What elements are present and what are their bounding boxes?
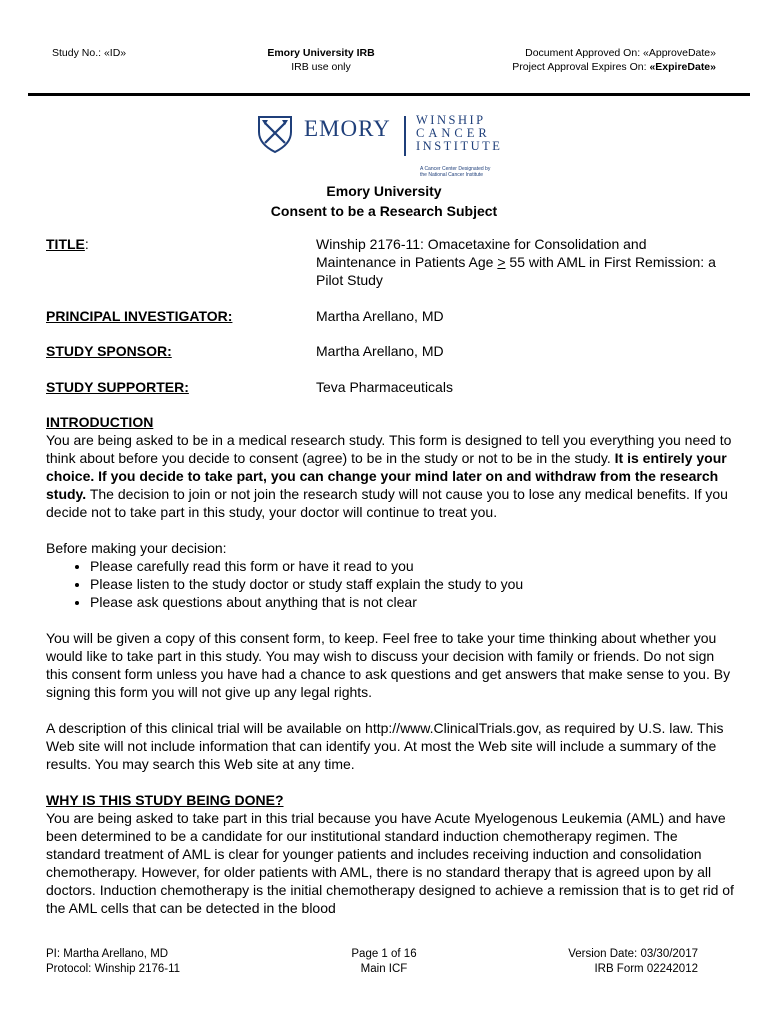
nci-designation: A Cancer Center Designated by the National Cancer Institute [420,166,491,178]
list-item: • Please carefully read this form or have it read to you [90,557,736,575]
footer-icf: Main ICF [360,963,408,975]
header-irb [220,46,422,74]
meta-sponsor-value: Martha Arellano, MD [316,343,444,359]
footer-center [284,947,484,977]
list-item: • Please listen to the study doctor or study staff explain the study to you [90,575,736,593]
why-study-paragraph: You are being asked to take part in this trial because you have Acute Myelogenous Leukemia (AML) and have been determined to be a candidate for our institutional standard induction chemotherapy regimen. The standard treatment of AML is clear for younger patients and includes receiving induction and consolidation chemotherapy. However, for older patients with AML, there is no standard therapy that is agreed upon by all doctors. Induction chemotherapy is the initial chemotherapy designed to achieve a remission that is to get rid of the AML cells that can be detected in the blood [46,810,734,916]
meta-pi-label: PRINCIPAL INVESTIGATOR: [46,308,233,324]
header-study-no: Study No.: «ID» [52,47,127,59]
footer-pi: PI: Martha Arellano, MD [46,948,169,960]
meta-title-label: TITLE: [46,236,89,252]
footer-right [568,947,698,977]
consent-copy-paragraph: You will be given a copy of this consent form, to keep. Feel free to take your time thinking about whether you would like to take part in this study. You may wish to discuss your decision with family or friends. Do not sign this consent form unless you have had a chance to ask questions and get answers that make sense to you. By signing this form you will not give up any legal rights. [46,630,731,700]
introduction-heading: INTRODUCTION [46,414,154,430]
meta-pi-value: Martha Arellano, MD [316,308,444,324]
header-irb-use: IRB use only [291,61,351,73]
meta-title-value: Winship 2176-11: Omacetaxine for Consolidation and Maintenance in Patients Age > 55 with AML in First Remission: a Pilot Study [316,236,716,288]
document-title-line1: Emory University [326,183,442,199]
emory-winship-logo [252,112,522,178]
meta-supporter-label: STUDY SUPPORTER: [46,379,189,395]
footer-version-date: Version Date: 03/30/2017 [568,948,698,960]
meta-supporter-value: Teva Pharmaceuticals [316,379,453,395]
meta-sponsor-label: STUDY SPONSOR: [46,343,172,359]
footer-page-number: Page 1 of 16 [351,948,417,960]
logo-divider [404,116,406,156]
clinicaltrials-paragraph: A description of this clinical trial will be available on http://www.ClinicalTrials.gov, as required by U.S. law. This Web site will not include information that can identify you. At most the Web site will include a summary of the results. You may search this Web site at any time. [46,720,724,772]
before-decision-text: Before making your decision: [46,540,227,556]
introduction-paragraph: You are being asked to be in a medical research study. This form is designed to tell you everything you need to think about before you decide to consent (agree) to be in the study or not to be in the study. It is entirely your choice. If you decide to take part, you can change your mind later on and withdraw from the research study. The decision to join or not join the research study will not cause you to lose any medical benefits. If you decide not to take part in this study, your doctor will continue to treat you. [46,432,732,520]
emory-wordmark: EMORY [304,116,391,141]
header-approved-on: Document Approved On: «ApproveDate» [525,47,716,59]
footer-left [46,947,180,977]
footer-irb-form: IRB Form 02242012 [594,963,698,975]
emory-shield-icon [256,114,294,154]
introduction-section [46,413,736,917]
header-expires-on: Project Approval Expires On: «ExpireDate» [512,61,716,73]
winship-wordmark: WINSHIP CANCER INSTITUTE [416,113,503,153]
header-approval [512,46,716,74]
why-study-heading: WHY IS THIS STUDY BEING DONE? [46,792,284,808]
header-irb-title: Emory University IRB [267,47,375,59]
document-title-line2: Consent to be a Research Subject [270,203,498,219]
decision-bullet-list [46,557,736,611]
document-title [0,181,768,221]
footer-protocol: Protocol: Winship 2176-11 [46,963,181,975]
list-item: • Please ask questions about anything that is not clear [90,593,736,611]
header-rule [28,93,750,96]
